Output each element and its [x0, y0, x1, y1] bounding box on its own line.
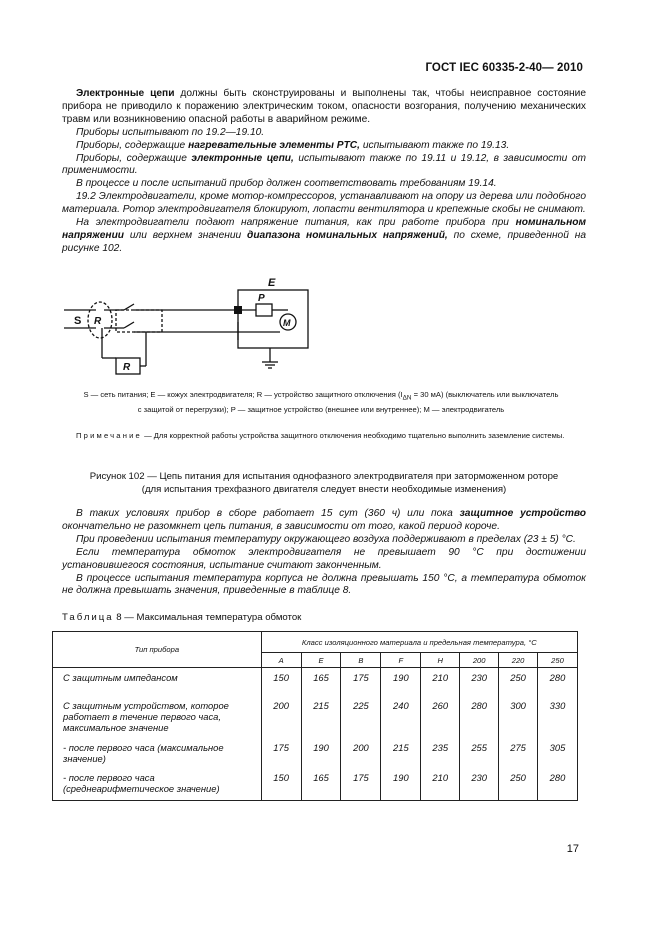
table-cell: 175: [341, 772, 381, 801]
paragraph-19-2-motors: 19.2 Электродвигатели, кроме мотор-компрессоров, устанавливают на опору из дерева или подобного материала. Ротор электродвигателя блокируют, лопасти вентилятора и крепежные скобы не снимают.: [62, 191, 586, 216]
table-row: [53, 668, 578, 701]
table-cell: 165: [301, 772, 341, 801]
label-s: S: [74, 315, 82, 327]
paragraph-voltage: На электродвигатели подают напряжение питания, как при работе прибора при номинальном напряжении или верхнем значении диапазона номинальных напряжений, по схеме, приведенной на рисунке 102.: [62, 217, 587, 254]
class-cell: F: [381, 653, 421, 668]
table-cell: 200: [261, 700, 301, 742]
table-cell: 215: [381, 742, 421, 772]
table-cell: 150: [261, 772, 301, 801]
table-cell: 210: [421, 772, 460, 801]
class-cell: 220: [499, 653, 538, 668]
header-class: Класс изоляционного материала и предельная температура, °C: [261, 632, 577, 653]
paragraph-ambient: При проведении испытания температуру окружающего воздуха поддерживают в пределах (23 ± 5) °C.: [76, 533, 576, 545]
class-cell: 200: [460, 653, 499, 668]
header-type: Тип прибора: [53, 632, 262, 668]
table-cell: 240: [381, 700, 421, 742]
page-number: 17: [566, 843, 579, 855]
table-row: [53, 700, 578, 742]
table-cell: 175: [261, 742, 301, 772]
table-cell: 275: [499, 742, 538, 772]
circuit-diagram: [60, 270, 320, 382]
figure-note: Примечание — Для корректной работы устройства защитного отключения необходимо тщательно выполнить заземление системы.: [76, 431, 565, 440]
row-label: С защитным импедансом: [53, 668, 262, 701]
paragraph-ptc: Приборы, содержащие нагревательные элементы PTC, испытывают также по 19.13.: [76, 139, 510, 151]
class-cell: B: [341, 653, 381, 668]
temperature-table: [52, 631, 578, 801]
paragraph-90c: Если температура обмоток электродвигателя не превышает 90 °C при достижении установившегося состояния, испытание считают законченным.: [62, 546, 586, 571]
paragraph-electronic-circuits: Электронные цепи должны быть сконструированы и выполнены так, чтобы неисправное состояние прибора не приводило к поражению электрическим током, опасности возгорания, получению механических травм или возникновению опасной работы в аварийном режиме.: [62, 88, 586, 125]
table-cell: 165: [301, 668, 341, 701]
table-caption: Таблица 8 — Максимальная температура обмоток: [62, 612, 302, 623]
table-row: [53, 742, 578, 772]
table-cell: 330: [538, 700, 578, 742]
table-cell: 280: [538, 668, 578, 701]
class-cell: E: [301, 653, 341, 668]
paragraph-19-14: В процессе и после испытаний прибор должен соответствовать требованиям 19.14.: [76, 178, 497, 190]
class-cell: H: [421, 653, 460, 668]
label-r: R: [94, 316, 102, 327]
figure-legend: S — сеть питания; E — кожух электродвигателя; R — устройство защитного отключения ($I_{\Delta N} = 30$ мА) (выключатель или выключатель с защитой от перегрузки); P — защитное устройство (внешнее или внутреннее); M — электродвигатель: [83, 390, 559, 414]
table-cell: 230: [460, 668, 499, 701]
label-m: M: [283, 318, 291, 328]
table-cell: 200: [341, 742, 381, 772]
table-cell: 210: [421, 668, 460, 701]
table-cell: 190: [301, 742, 341, 772]
table-cell: 230: [460, 772, 499, 801]
body-text-lower: [62, 508, 586, 598]
paragraph-150c: В процессе испытания температура корпуса не должна превышать 150 °C, а температура обмоток не должна превышать значения, приведенные в таблице 8.: [62, 572, 586, 597]
figure-caption: Рисунок 102 — Цепь питания для испытания однофазного электродвигателя при заторможенном роторе (для испытания трехфазного двигателя следует внести необходимые изменения): [89, 471, 559, 495]
class-cell: A: [261, 653, 301, 668]
paragraph-tests-19-2: Приборы испытывают по 19.2—19.10.: [76, 126, 265, 138]
table-cell: 300: [499, 700, 538, 742]
body-text-upper: [62, 88, 586, 256]
table-cell: 250: [499, 772, 538, 801]
table-cell: 250: [499, 668, 538, 701]
table-cell: 260: [421, 700, 460, 742]
paragraph-electronic: Приборы, содержащие электронные цепи, испытывают также по 19.11 и 19.12, в зависимости от применимости.: [62, 152, 586, 177]
document-id: ГОСТ IEC 60335-2-40— 2010: [425, 62, 583, 74]
row-label: - после первого часа (среднеарифметическое значение): [53, 772, 262, 801]
table-cell: 175: [341, 668, 381, 701]
table-row: [53, 772, 578, 801]
table-cell: 225: [341, 700, 381, 742]
class-cell: 250: [538, 653, 578, 668]
row-label: - после первого часа (максимальное значение): [53, 742, 262, 772]
table-cell: 280: [460, 700, 499, 742]
label-p: P: [258, 293, 265, 304]
table-cell: 190: [381, 772, 421, 801]
table-cell: 255: [460, 742, 499, 772]
table-cell: 305: [538, 742, 578, 772]
table-cell: 235: [421, 742, 460, 772]
table-cell: 280: [538, 772, 578, 801]
label-e: E: [268, 277, 276, 289]
row-label: С защитным устройством, которое работает в течение первого часа, максимальное значение: [53, 700, 262, 742]
table-cell: 190: [381, 668, 421, 701]
paragraph-conditions: В таких условиях прибор в сборе работает 15 сут (360 ч) или пока защитное устройство окончательно не разомкнет цепь питания, в зависимости от того, какой период короче.: [62, 508, 587, 532]
table-cell: 150: [261, 668, 301, 701]
label-r-box: R: [123, 362, 131, 373]
terminal-block: [234, 306, 242, 314]
table-cell: 215: [301, 700, 341, 742]
